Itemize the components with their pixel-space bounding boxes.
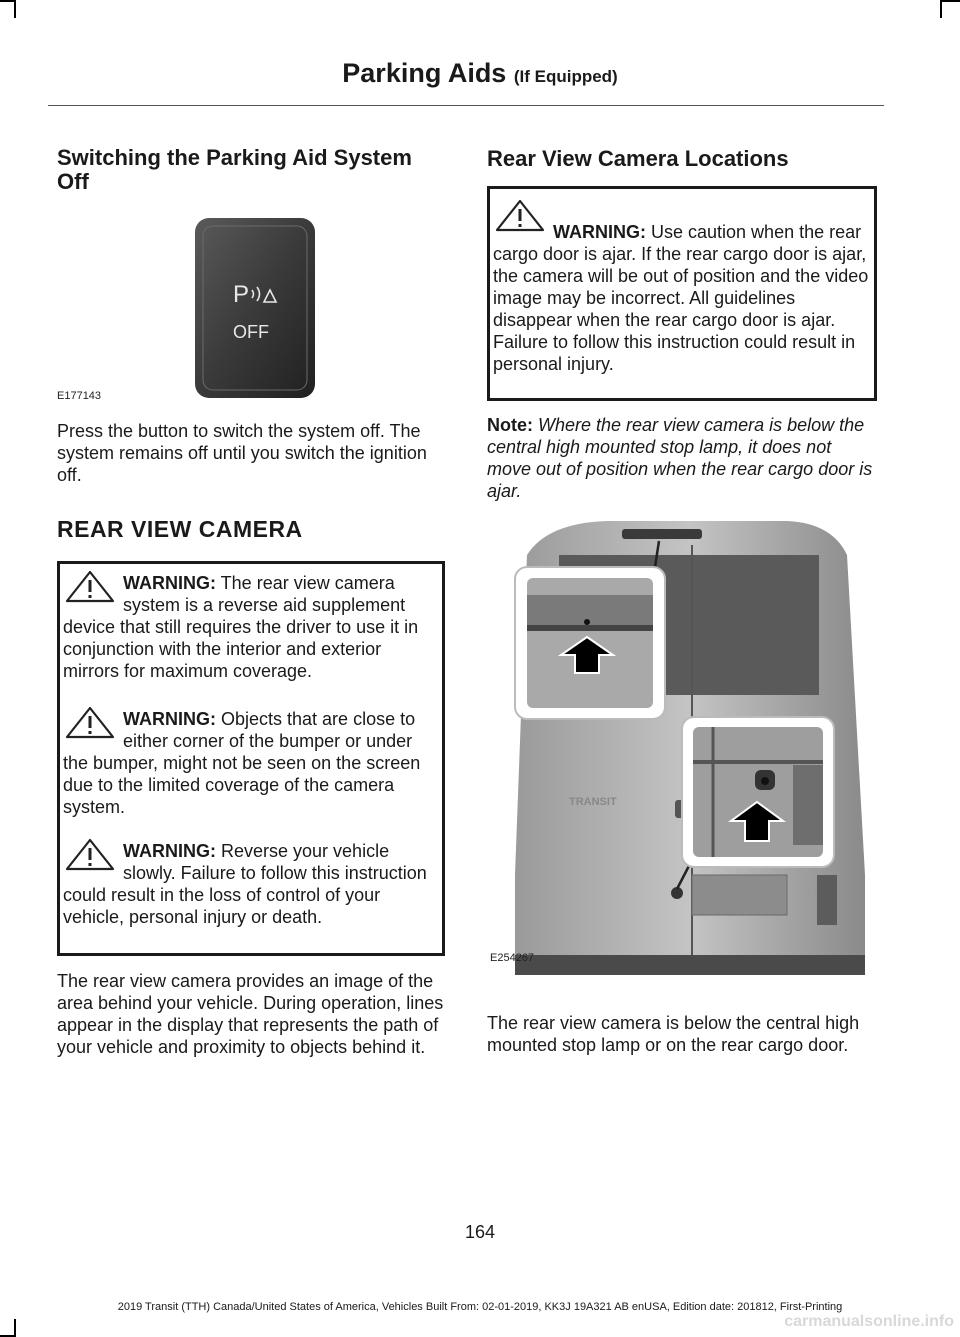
page-footer: 2019 Transit (TTH) Canada/United States of America, Vehicles Built From: 02-01-2019, KK3J 19A321 AB enUSA, Edition date: 201812, First-Printing <box>117 1301 843 1313</box>
header-title: Parking Aids <box>342 58 507 88</box>
warning-item <box>63 708 437 818</box>
warning-triangle-icon <box>63 838 117 872</box>
note-label: Note: <box>487 415 533 435</box>
button-p-glyph: P <box>233 281 250 308</box>
parking-aid-button-figure <box>57 210 449 405</box>
van-rear-illustration <box>487 515 879 990</box>
switch-body: Press the button to switch the system off. The system remains off until you switch the ignition off. <box>57 421 427 485</box>
page-number: 164 <box>464 1222 496 1242</box>
button-off-text: OFF <box>233 322 269 342</box>
figure-label: E177143 <box>57 390 102 402</box>
warning-text: Reverse your vehicle slowly. Failure to follow this instruction could result in the loss of control of your vehicle, personal injury or death. <box>63 841 427 927</box>
locations-heading: Rear View Camera Locations <box>487 146 789 171</box>
camera-section-heading: REAR VIEW CAMERA <box>57 516 303 542</box>
warning-text: Objects that are close to either corner of the bumper or under the bumper, might not be seen on the screen due to the limited coverage of the camera system. <box>63 709 421 817</box>
warning-label: WARNING: <box>123 841 216 861</box>
header-rule <box>48 105 884 106</box>
note-text: Where the rear view camera is below the central high mounted stop lamp, it does not move out of position when the rear cargo door is ajar. <box>487 415 873 501</box>
warning-item <box>493 221 871 375</box>
figure-label: E254267 <box>490 952 535 964</box>
note <box>487 414 879 502</box>
header-subtitle: (If Equipped) <box>513 67 618 86</box>
warning-item <box>63 840 437 928</box>
van-badge: TRANSIT <box>569 796 617 808</box>
warning-triangle-icon <box>63 706 117 740</box>
page-title <box>0 58 960 89</box>
crop-mark <box>940 0 942 18</box>
warning-label: WARNING: <box>123 573 216 593</box>
van-camera-figure <box>487 515 879 990</box>
warning-label: WARNING: <box>553 222 646 242</box>
warning-item <box>63 572 437 682</box>
crop-mark <box>940 0 960 2</box>
camera-body: The rear view camera provides an image of the area behind your vehicle. During operation, lines appear in the display that represents the path of your vehicle and proximity to objects behind it. <box>57 971 444 1057</box>
warning-triangle-icon <box>493 199 547 233</box>
parking-aid-button-illustration <box>57 210 449 405</box>
warning-triangle-icon <box>63 570 117 604</box>
switch-heading: Switching the Parking Aid System Off <box>57 145 412 194</box>
crop-mark <box>14 0 16 18</box>
warning-text: Use caution when the rear cargo door is ajar. If the rear cargo door is ajar, the camera will be out of position and the video image may be incorrect. All guidelines disappear when the rear cargo door is ajar. Failure to follow this instruction could result in personal injury. <box>493 222 869 374</box>
locations-body: The rear view camera is below the central high mounted stop lamp or on the rear cargo door. <box>487 1013 860 1055</box>
watermark: carmanualsonline.info <box>784 1313 954 1330</box>
warning-text: The rear view camera system is a reverse aid supplement device that still requires the driver to use it in conjunction with the interior and exterior mirrors for maximum coverage. <box>63 573 419 681</box>
crop-mark <box>14 1319 16 1337</box>
warning-label: WARNING: <box>123 709 216 729</box>
